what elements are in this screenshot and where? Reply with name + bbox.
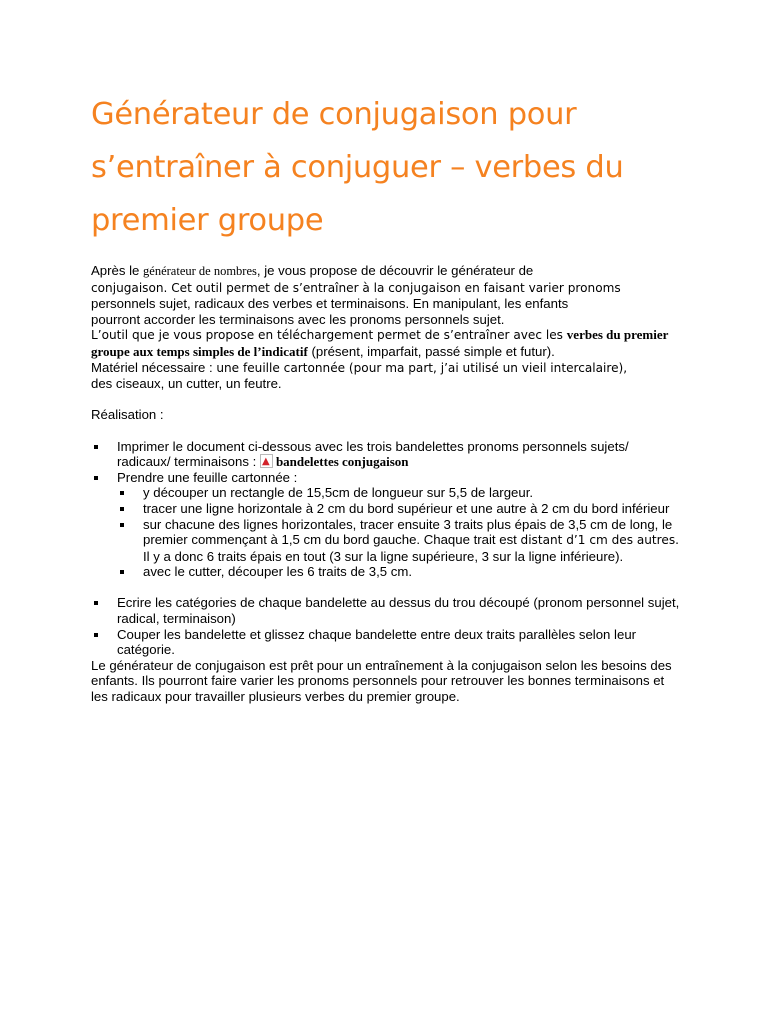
steps-list-2 (91, 595, 681, 657)
step-text: Prendre une feuille cartonnée : (117, 469, 298, 485)
page-title (91, 88, 681, 247)
materiel-label: Matériel nécessaire : (91, 359, 217, 375)
title-line-2: s’entraîner à conjuguer – verbes du (91, 150, 624, 185)
intro-text: personnels sujet, radicaux des verbes et terminaisons. En manipulant, les enfants (91, 296, 569, 312)
list-item: tracer une ligne horizontale à 2 cm du bord supérieur et une autre à 2 cm du bord inférieur (117, 501, 681, 517)
intro-text: Après le (91, 263, 144, 278)
title-line-3: premier groupe (91, 203, 324, 238)
step-text: sur chacune des lignes horizontales, tracer ensuite 3 traits plus épais de 3,5 cm de long, le premier commençant à 1,5 cm du bord gauche. Chaque trait est (143, 516, 673, 548)
list-item (91, 439, 681, 470)
step-text: distant d’1 cm des autres. (520, 533, 679, 548)
intro-text: conjugaison. Cet outil permet de s’entraîner à la conjugaison en faisant varier pronoms (91, 280, 621, 295)
list-item (117, 517, 681, 565)
list-item: Couper les bandelette et glissez chaque bandelette entre deux traits parallèles selon leur catégorie. (91, 627, 681, 658)
intro-text: pourront accorder les terminaisons avec les pronoms personnels sujet. (91, 311, 505, 327)
title-line-1: Générateur de conjugaison pour (91, 97, 577, 132)
sub-steps-list (117, 485, 681, 580)
list-item: avec le cutter, découper les 6 traits de 3,5 cm. (117, 564, 681, 580)
verbes-premier-groupe-link[interactable]: verbes du premier groupe aux temps simples de l’indicatif (91, 327, 669, 359)
materiel-text: une feuille cartonnée (pour ma part, j’ai utilisé un vieil intercalaire), (216, 360, 628, 375)
bandelettes-download-link[interactable]: bandelettes conjugaison (275, 454, 409, 470)
pdf-file-icon[interactable]: ▲ (260, 454, 273, 468)
intro-paragraph (91, 263, 681, 392)
intro-text: (présent, imparfait, passé simple et futur). (307, 343, 555, 359)
intro-text: , je vous propose de découvrir le générateur de (256, 263, 534, 278)
article-body (91, 263, 681, 705)
generateur-nombres-link[interactable]: générateur de nombres (143, 264, 257, 278)
intro-text: L’outil que je vous propose en téléchargement permet de s’entraîner avec les (91, 328, 567, 343)
list-item (91, 470, 681, 580)
document-page (91, 88, 681, 705)
realisation-heading: Réalisation : (91, 407, 164, 423)
step-text: Imprimer le document ci-dessous avec les trois bandelettes pronoms personnels sujets/ radicaux/ terminaisons : (117, 438, 629, 470)
list-item: Ecrire les catégories de chaque bandelette au dessus du trou découpé (pronom personnel sujet, radical, terminaison) (91, 595, 681, 626)
list-item: y découper un rectangle de 15,5cm de longueur sur 5,5 de largeur. (117, 485, 681, 501)
step-text: Il y a donc 6 traits épais en tout (3 sur la ligne supérieure, 3 sur la ligne inférieure). (143, 548, 624, 564)
materiel-text: des ciseaux, un cutter, un feutre. (91, 376, 282, 392)
steps-list (91, 439, 681, 580)
conclusion-paragraph: Le générateur de conjugaison est prêt pour un entraînement à la conjugaison selon les besoins des enfants. Ils pourront faire varier les pronoms personnels pour retrouver les bonnes terminaisons et les radicaux pour travailler plusieurs verbes du premier groupe. (91, 657, 672, 705)
